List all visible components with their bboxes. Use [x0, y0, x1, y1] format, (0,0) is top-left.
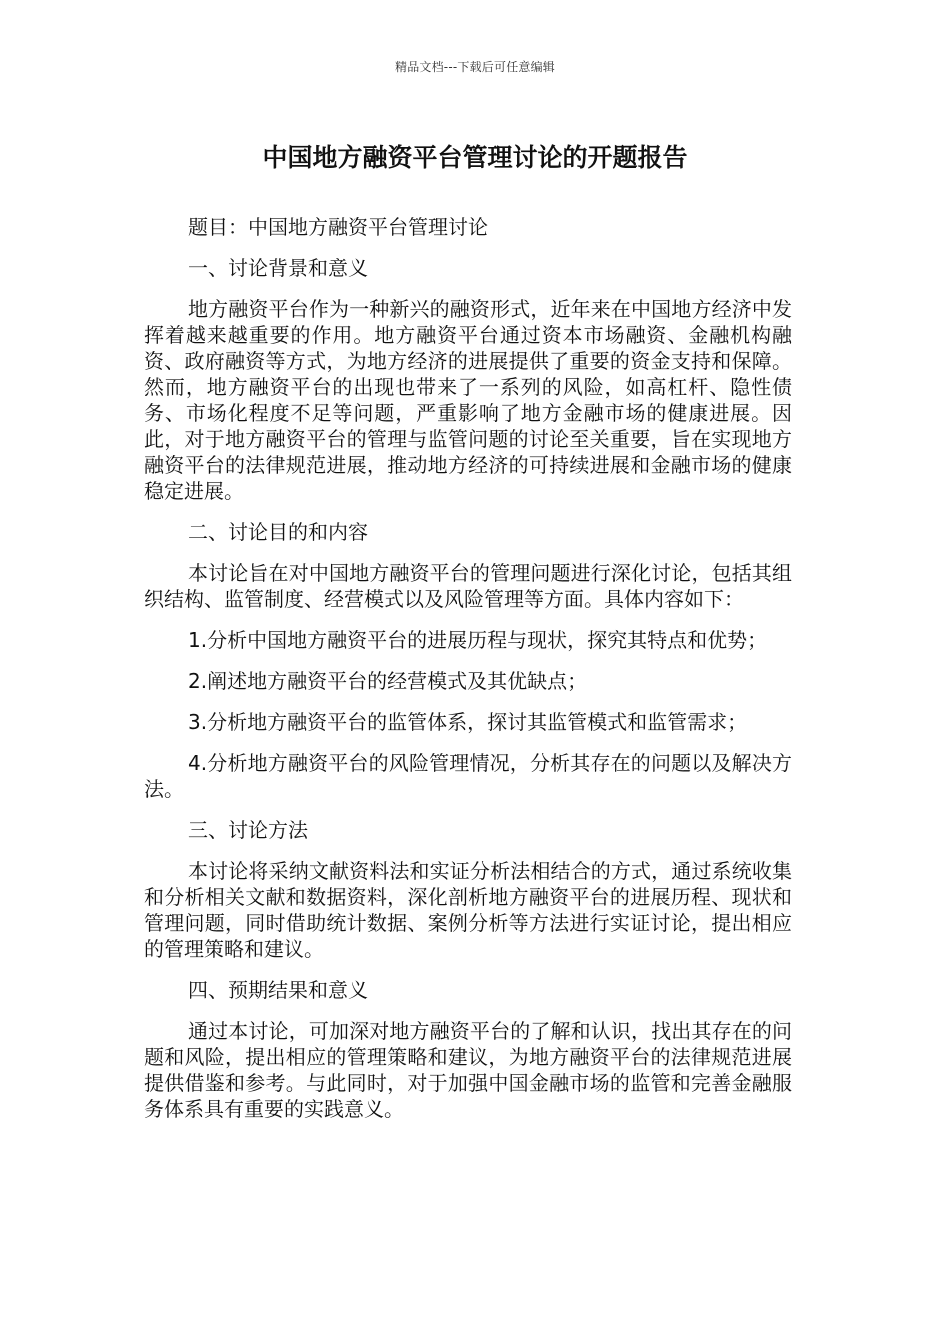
document-title: 中国地方融资平台管理讨论的开题报告 — [262, 143, 688, 172]
paragraph-background: 地方融资平台作为一种新兴的融资形式，近年来在中国地方经济中发挥着越来越重要的作用。地方融资平台通过资本市场融资、金融机构融资、政府融资等方式，为地方经济的进展提供了重要的资金支持和保障。然而，地方融资平台的出现也带来了一系列的风险，如高杠杆、隐性债务、市场化程度不足等问题，严重影响了地方金融市场的健康进展。因此，对于地方融资平台的管理与监管问题的讨论至关重要，旨在实现地方融资平台的法律规范进展，推动地方经济的可持续进展和金融市场的健康稳定进展。 — [144, 297, 792, 503]
section-heading-background: 一、讨论背景和意义 — [188, 256, 368, 280]
list-item-1: 1.分析中国地方融资平台的进展历程与现状，探究其特点和优势； — [188, 628, 768, 652]
subject-line: 题目：中国地方融资平台管理讨论 — [188, 215, 488, 239]
list-item-4: 4.分析地方融资平台的风险管理情况，分析其存在的问题以及解决方法。 — [144, 751, 792, 801]
document-body — [144, 214, 792, 1137]
list-item-3: 3.分析地方融资平台的监管体系，探讨其监管模式和监管需求； — [188, 710, 748, 734]
section-heading-method: 三、讨论方法 — [188, 818, 308, 842]
paragraph-results: 通过本讨论，可加深对地方融资平台的了解和认识，找出其存在的问题和风险，提出相应的管理策略和建议，为地方融资平台的法律规范进展提供借鉴和参考。与此同时，对于加强中国金融市场的监管和完善金融服务体系具有重要的实践意义。 — [144, 1019, 792, 1121]
header-note: 精品文档---下载后可任意编辑 — [395, 60, 555, 74]
section-heading-purpose: 二、讨论目的和内容 — [188, 520, 368, 544]
list-item-2: 2.阐述地方融资平台的经营模式及其优缺点； — [188, 669, 588, 693]
paragraph-method: 本讨论将采纳文献资料法和实证分析法相结合的方式，通过系统收集和分析相关文献和数据资料，深化剖析地方融资平台的进展历程、现状和管理问题，同时借助统计数据、案例分析等方法进行实证讨论，提出相应的管理策略和建议。 — [144, 859, 792, 961]
section-heading-results: 四、预期结果和意义 — [188, 978, 368, 1002]
paragraph-purpose: 本讨论旨在对中国地方融资平台的管理问题进行深化讨论，包括其组织结构、监管制度、经营模式以及风险管理等方面。具体内容如下： — [144, 561, 792, 611]
